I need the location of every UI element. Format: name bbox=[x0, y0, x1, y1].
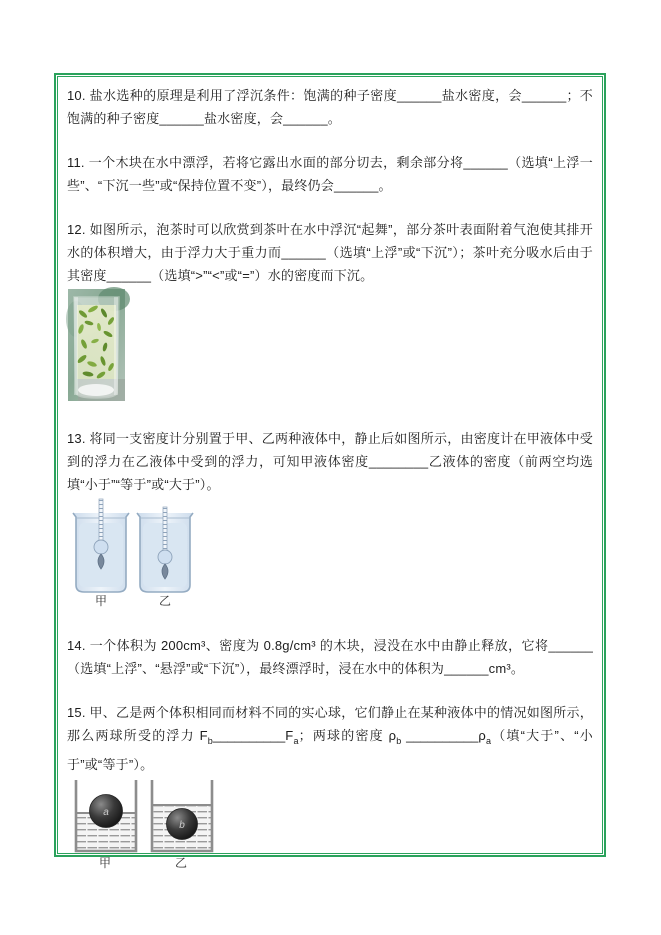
page-border-box bbox=[57, 76, 603, 870]
question-10: 10. 盐水选种的原理是利用了浮沉条件：饱满的种子密度______盐水密度，会______；不饱满的种子密度______盐水密度，会______。 bbox=[67, 88, 593, 126]
tea-glass-photo bbox=[68, 289, 125, 401]
q15-text-rho: ρ bbox=[478, 728, 487, 743]
ball-label-b: b bbox=[179, 820, 185, 831]
floating-balls-figure bbox=[68, 779, 593, 883]
container-label-yi: 乙 bbox=[174, 856, 188, 870]
container-label-jia: 甲 bbox=[98, 856, 112, 870]
density-meter-image bbox=[70, 499, 196, 607]
question-14: 14. 一个体积为 200cm³、密度为 0.8g/cm³ 的木块，浸没在水中由静止释放，它将______（选填“上浮”、“悬浮”或“下沉”），最终漂浮时，浸在水中的体积为______cm³。 bbox=[67, 638, 593, 676]
container-yi bbox=[152, 780, 212, 851]
q15-blank-2: __________ bbox=[401, 728, 479, 743]
q15-text-end: （填“大于”、“小于”或“等于”）。 bbox=[67, 728, 594, 772]
container-jia bbox=[76, 780, 136, 851]
q15-text-f: F bbox=[285, 728, 294, 743]
beaker-label-yi: 乙 bbox=[158, 594, 172, 608]
tea-glass-image bbox=[68, 289, 125, 401]
q15-text: 15. 甲、乙是两个体积相同而材料不同的实心球，它们静止在某种液体中的情况如图所示，那么两球所受的浮力 F bbox=[67, 705, 593, 743]
question-13: 13. 将同一支密度计分别置于甲、乙两种液体中，静止后如图所示，由密度计在甲液体中受到的浮力在乙液体中受到的浮力，可知甲液体密度________乙液体的密度（前两空均选填“小于”“等于”或“大于”）。 bbox=[67, 431, 593, 492]
question-11: 11. 一个木块在水中漂浮，若将它露出水面的部分切去，剩余部分将______（选填“上浮一些”、“下沉一些”或“保持位置不变”），最终仍会______。 bbox=[67, 155, 593, 193]
question-12: 12. 如图所示，泡茶时可以欣赏到茶叶在水中浮沉“起舞”，部分茶叶表面附着气泡使其排开水的体积增大，由于浮力大于重力而______（选填“上浮”或“下沉”）；茶叶充分吸水后由于其密度______（选填“>”“<”或“=”）水的密度而下沉。 bbox=[67, 222, 593, 283]
beaker-yi bbox=[137, 507, 193, 592]
question-15 bbox=[67, 701, 593, 776]
q15-subscript-b1: b bbox=[207, 736, 213, 746]
ball-label-a: a bbox=[103, 807, 109, 818]
beaker-label-jia: 甲 bbox=[94, 594, 108, 608]
floating-balls-image bbox=[68, 779, 216, 878]
density-meter-figure bbox=[70, 499, 593, 612]
beaker-jia bbox=[73, 499, 129, 592]
q15-subscript-a1: a bbox=[293, 736, 299, 746]
q15-text-mid: ；两球的密度 ρ bbox=[298, 728, 397, 743]
q15-blank-1: __________ bbox=[212, 728, 286, 743]
q15-subscript-a2: a bbox=[486, 736, 492, 746]
q15-subscript-b2: b bbox=[396, 736, 402, 746]
